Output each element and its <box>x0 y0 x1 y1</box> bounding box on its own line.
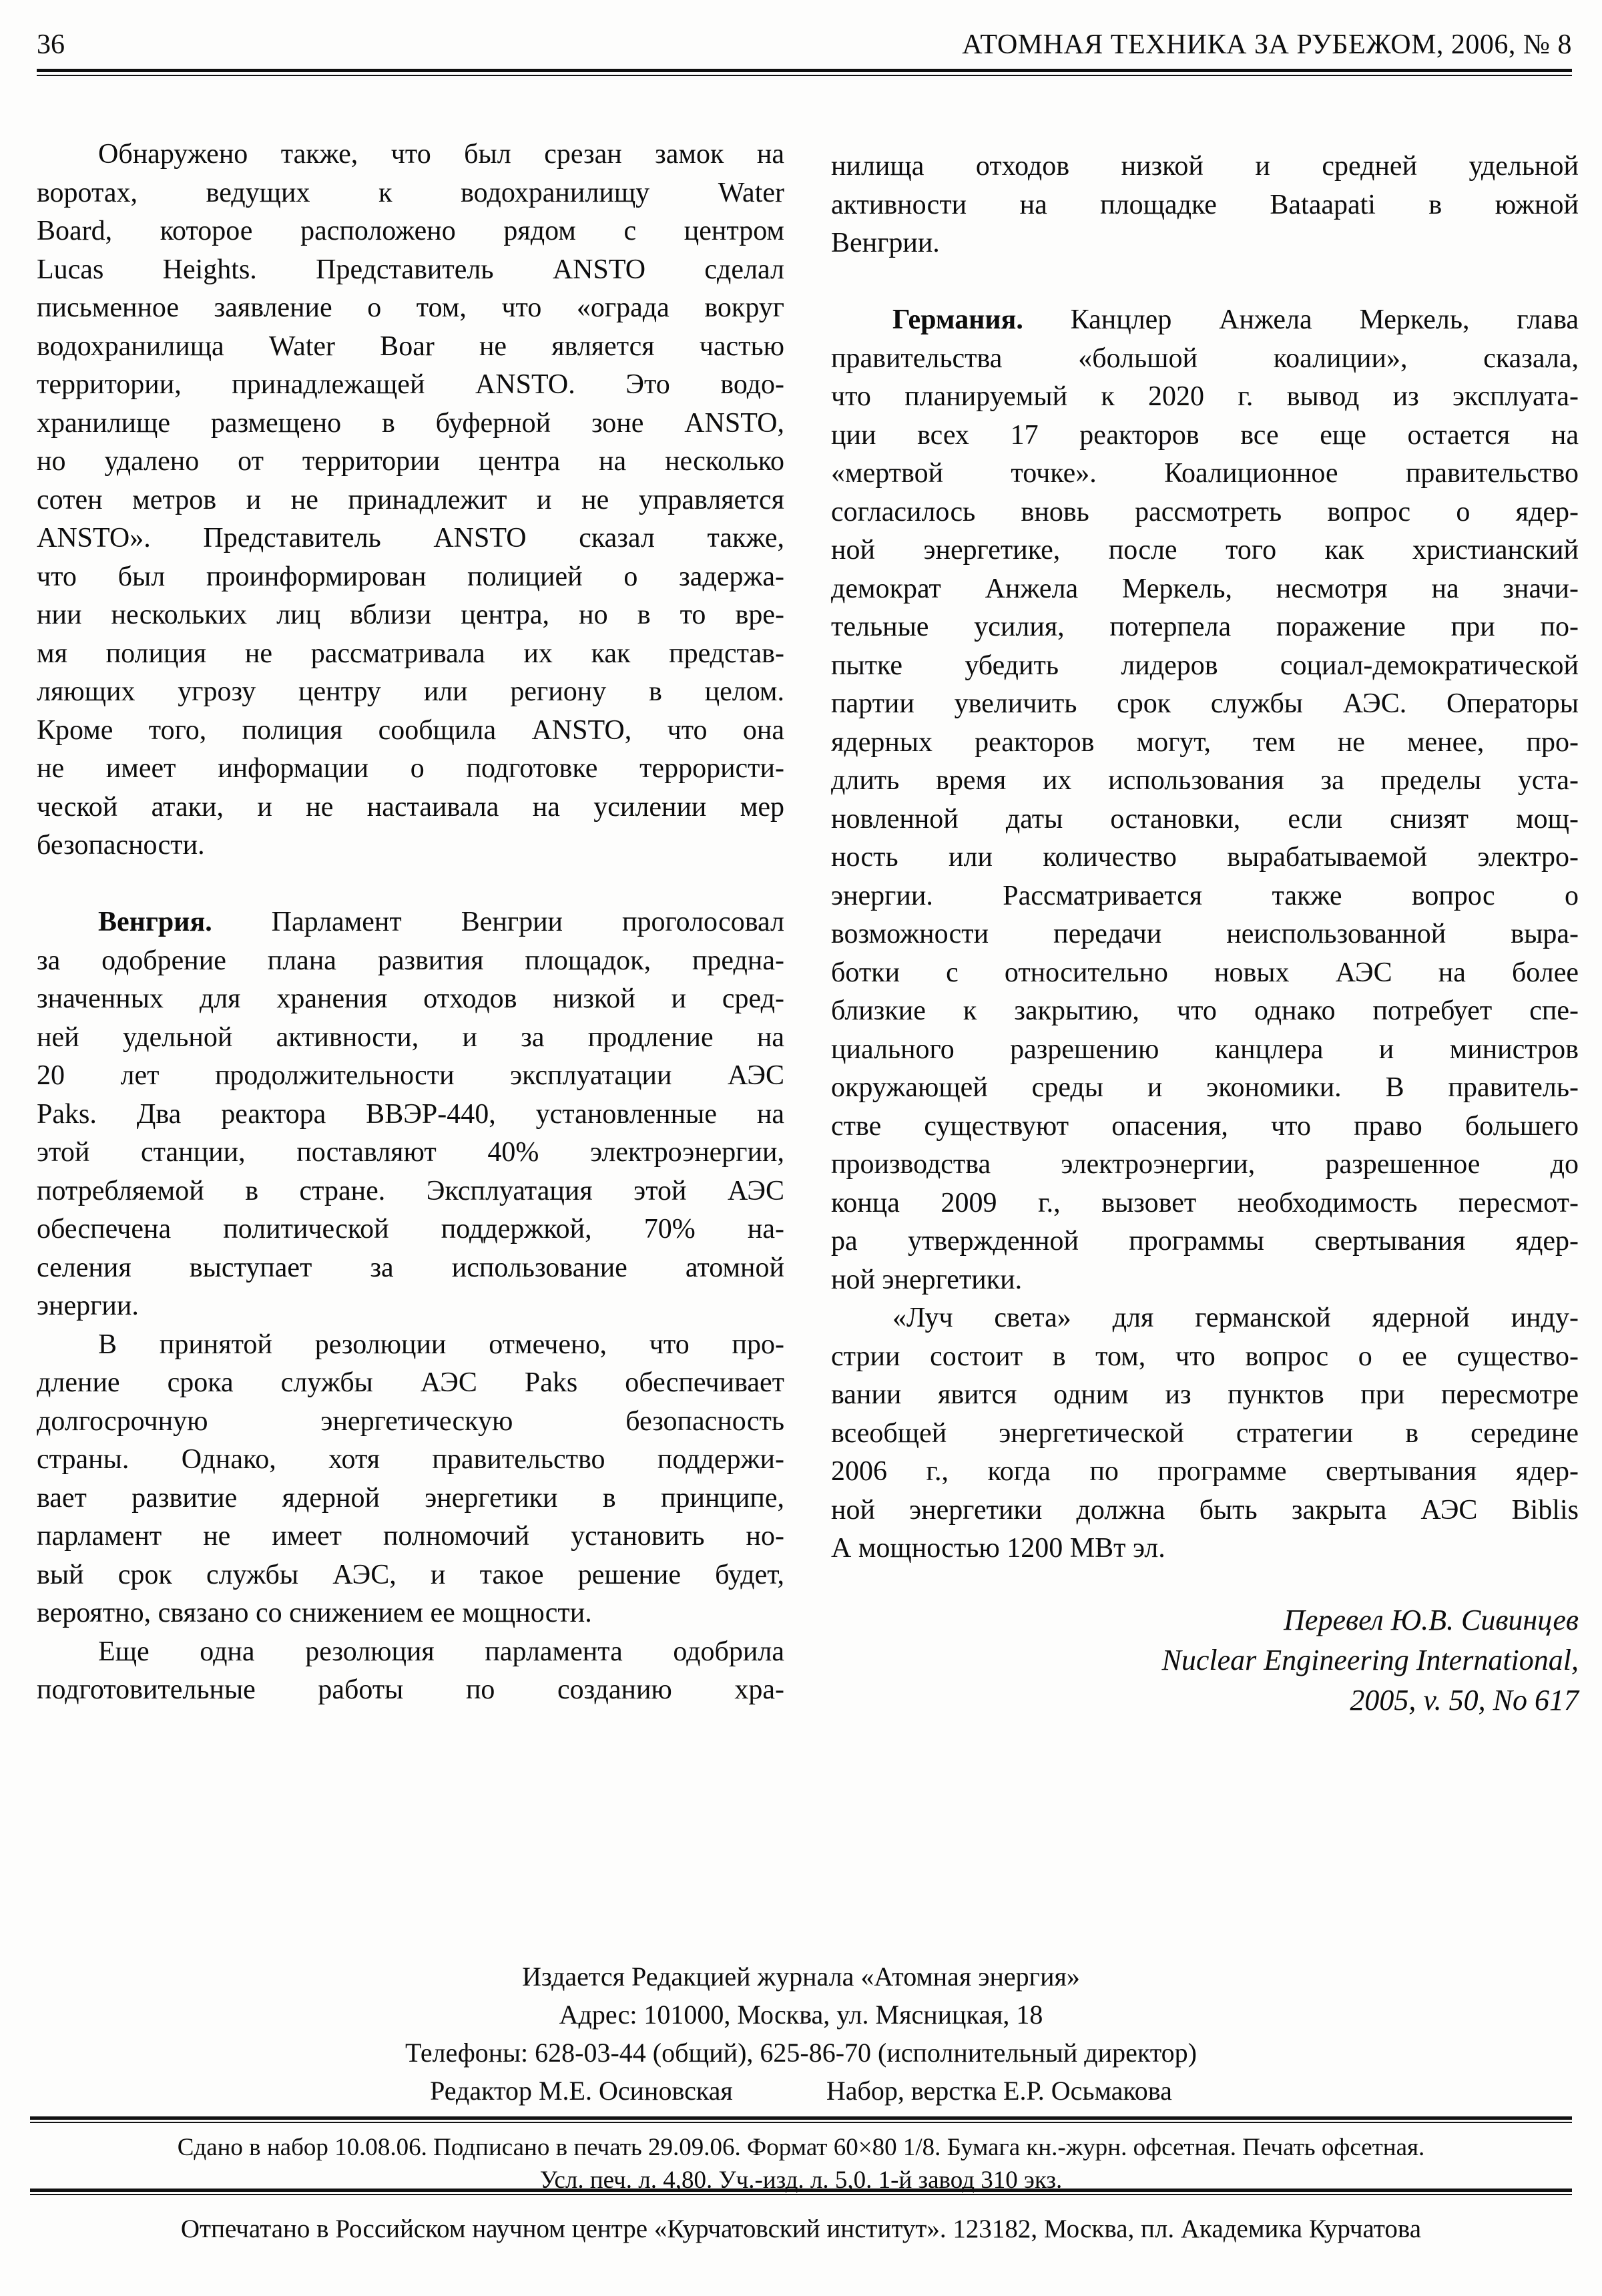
imprint-phones: Телефоны: 628-03-44 (общий), 625-86-70 (исполнительный директор) <box>405 2038 1197 2068</box>
paragraph-germany: Германия. Канцлер Анжела Меркель, глава правительства «большой коалиции», сказала, что планируемый к 2020 г. вывод из эксплуата- ции всех 17 реакторов все еще остается на «мертвой точке». Коалиционное правительство согласилось вновь рассмотреть вопрос о ядер- ной энергетике, после того как христианский демократ Анжела Меркель, несмотря на значи- тельные усилия, потерпела поражение при по- пытке убедить лидеров социал-демократической партии увеличить срок службы АЭС. Операторы ядерных реакторов могут, тем не менее, про- длить время их использования за пределы уста- новленной даты остановки, если снизят мощ- ность или количество вырабатываемой электро- энергии. Рассматривается также вопрос о возможности передачи неиспользованной выра- ботки с относительно новых АЭС на более близкие к закрытию, что однако потребует спе- циального разрешению канцлера и министров окружающей среды и экономики. В правитель- стве существуют опасения, что право большего производства электроэнергии, разрешенное до конца 2009 г., вызовет необходимость пересмот- ра утвержденной программы свертывания ядер- ной энергетики. <box>831 304 1579 1295</box>
print-info-block <box>0 2131 1602 2197</box>
imprint-address: Адрес: 101000, Москва, ул. Мясницкая, 18 <box>559 2000 1043 2030</box>
print-info-rule-top <box>30 2116 1572 2123</box>
paragraph-hungary: Венгрия. Парламент Венгрии проголосовал за одобрение плана развития площадок, предна- значенных для хранения отходов низкой и сред- ней удельной активности, и за продление на 20 лет продолжительности эксплуатации АЭС Paks. Два реактора ВВЭР-440, установленные на этой станции, поставляют 40% электроэнергии, потребляемой в стране. Эксплуатация этой АЭС обеспечена политической поддержкой, 70% на- селения выступает за использование атомной энергии. <box>37 907 784 1321</box>
paragraph-repository-continued: нилища отходов низкой и средней удельной активности на площадке Bataapati в южной Венгрии. <box>831 151 1579 258</box>
imprint-staff-row <box>0 2072 1602 2110</box>
page-number: 36 <box>37 29 65 60</box>
print-info-rule-bottom <box>30 2189 1572 2195</box>
header-rule <box>37 69 1572 76</box>
paragraph-germany-outlook: «Луч света» для германской ядерной инду- стрии состоит в том, что вопрос о ее существо- вании явится одним из пунктов при пересмотре всеобщей энергетической стратегии в середине 2006 г., когда по программе свертывания ядер- ной энергетики должна быть закрыта АЭС Biblis А мощностью 1200 МВт эл. <box>831 1303 1579 1564</box>
imprint-publisher: Издается Редакцией журнала «Атомная энергия» <box>522 1962 1080 1992</box>
page-header <box>37 29 1572 60</box>
translator-signature: Перевел Ю.В. Сивинцев Nuclear Engineering International, 2005, v. 50, No 617 <box>1161 1603 1579 1716</box>
print-info-line1: Сдано в набор 10.08.06. Подписано в печать 29.09.06. Формат 60×80 1/8. Бумага кн.-журн. офсетная. Печать офсетная. <box>177 2134 1425 2161</box>
imprint-editor: Редактор М.Е. Осиновская <box>430 2076 733 2106</box>
paragraph-hungary-resolution: В принятой резолюции отмечено, что про- дление срока службы АЭС Paks обеспечивает долгосрочную энергетическую безопасность страны. Однако, хотя правительство поддержи- вает развитие ядерной энергетики в принципе, парламент не имеет полномочий установить но- вый срок службы АЭС, и такое решение будет, вероятно, связано со снижением ее мощности. <box>37 1329 784 1628</box>
print-info-line2: Усл. печ. л. 4,80. Уч.-изд. л. 5,0. 1-й завод 310 экз. <box>539 2166 1063 2194</box>
paragraph-ansto-security: Обнаружено также, что был срезан замок на воротах, ведущих к водохранилищу Water Board, которое расположено рядом с центром Lucas Heights. Представитель ANSTO сделал письменное заявление о том, что «ограда вокруг водохранилища Water Boar не является частью территории, принадлежащей ANSTO. Это водо- хранилище размещено в буферной зоне ANSTO, но удалено от территории центра на несколько сотен метров и не принадлежит и не управляется ANSTO». Представитель ANSTO сказал также, что был проинформирован полицией о задержа- нии нескольких лиц вблизи центра, но в то вре- мя полиция не рассматривала их как представ- ляющих угрозу центру или региону в целом. Кроме того, полиция сообщила ANSTO, что она не имеет информации о подготовке террористи- ческой атаки, и не настаивала на усилении мер безопасности. <box>37 139 784 861</box>
printed-at-line: Отпечатано в Российском научном центре «Курчатовский институт». 123182, Москва, пл. Академика Курчатова <box>180 2215 1422 2243</box>
imprint-typesetting: Набор, верстка Е.Р. Осьмакова <box>826 2076 1172 2106</box>
left-column <box>37 136 784 1710</box>
journal-title: АТОМНАЯ ТЕХНИКА ЗА РУБЕЖОМ, 2006, № 8 <box>962 29 1572 60</box>
paragraph-hungary-repository: Еще одна резолюция парламента одобрила подготовительные работы по созданию хра- <box>37 1636 784 1705</box>
imprint-block <box>0 1958 1602 2110</box>
right-column <box>831 148 1579 1720</box>
